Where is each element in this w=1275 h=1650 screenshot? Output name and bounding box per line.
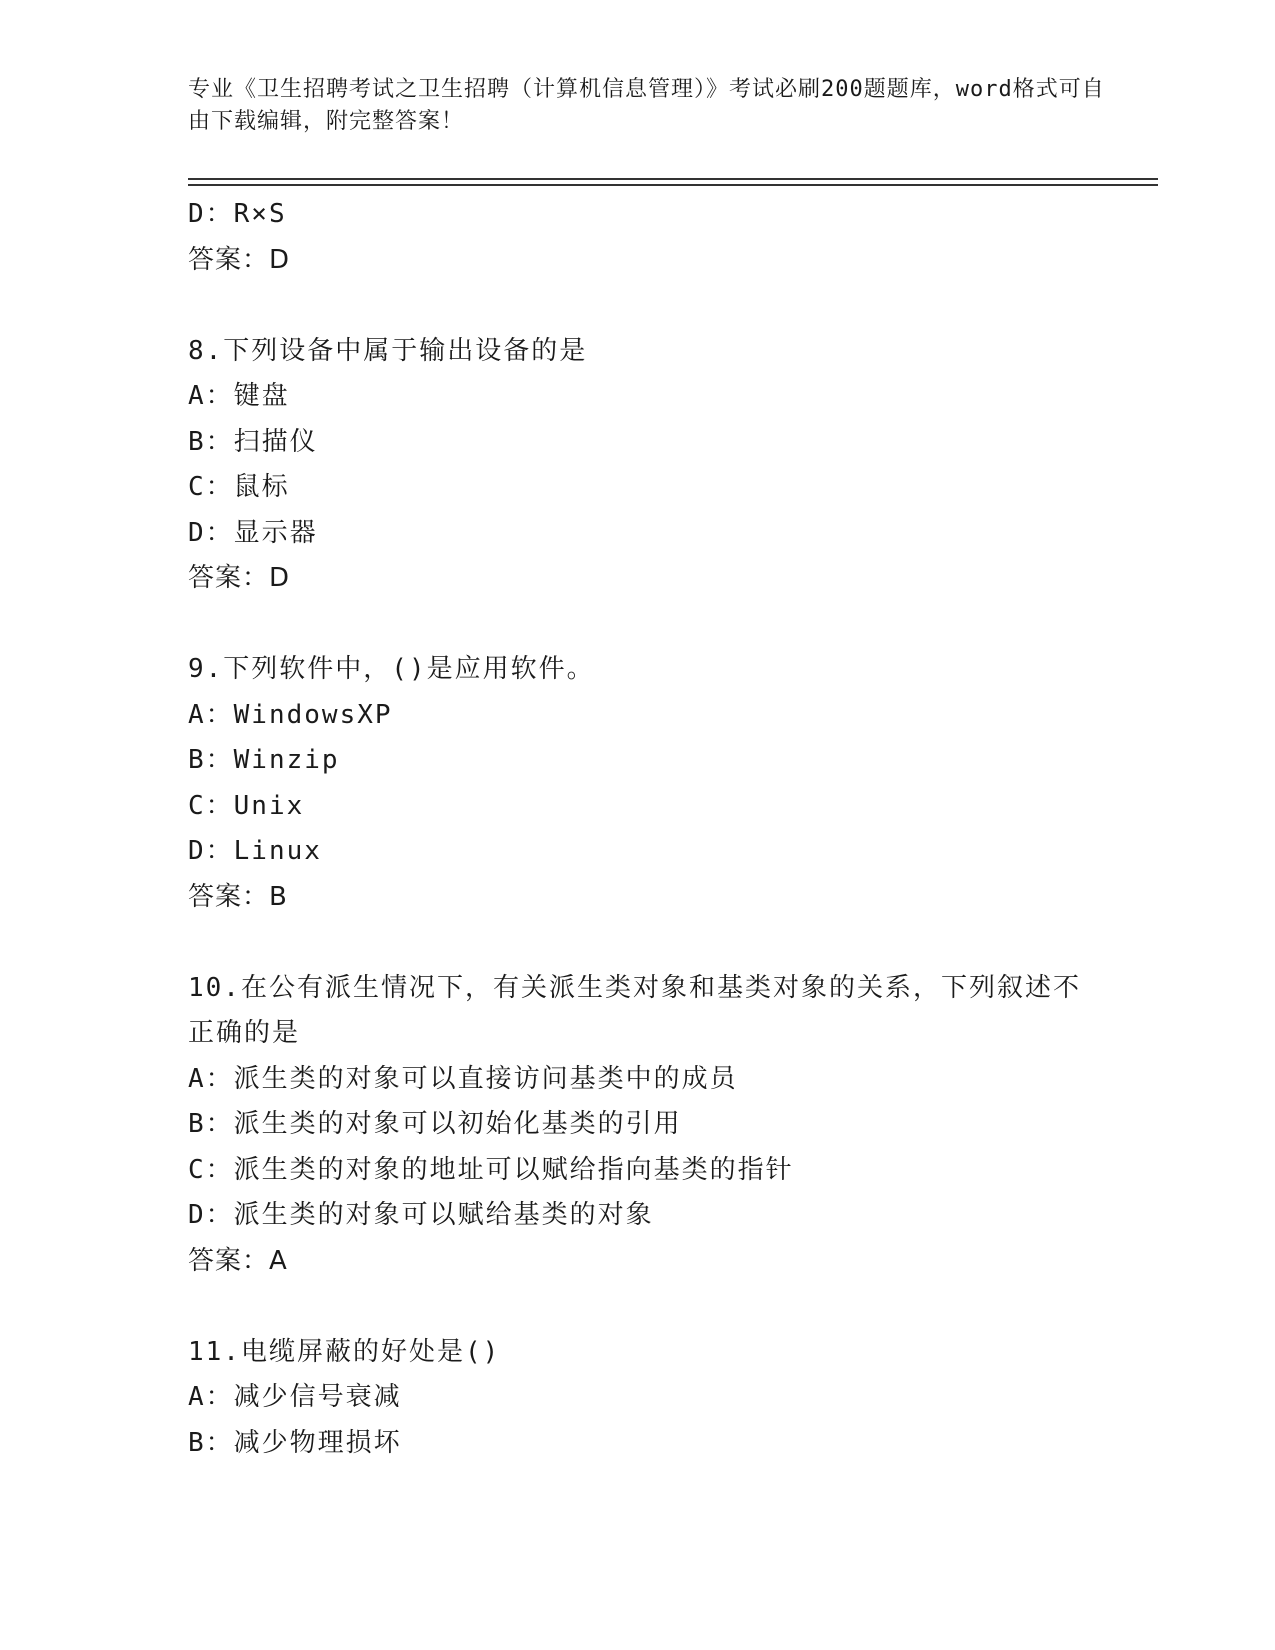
option-c: C：派生类的对象的地址可以赋给指向基类的指针 xyxy=(188,1154,794,1185)
answer-line: 答案：A xyxy=(188,1245,288,1276)
option-a: A：WindowsXP xyxy=(188,699,393,730)
document-header: 专业《卫生招聘考试之卫生招聘（计算机信息管理）》考试必刷200题题库，word格式可自由下载编辑，附完整答案！ xyxy=(188,77,1105,134)
option-d: D：显示器 xyxy=(188,517,318,548)
option-c: C：Unix xyxy=(188,790,305,821)
option-a: A：减少信号衰减 xyxy=(188,1382,402,1412)
option-b: B：派生类的对象可以初始化基类的引用 xyxy=(188,1109,682,1139)
answer-line: 答案：D xyxy=(188,244,291,275)
question-content xyxy=(188,192,1088,1466)
spacer xyxy=(188,602,1088,648)
option-d: D：R×S xyxy=(188,199,287,229)
question-stem: 9.下列软件中，()是应用软件。 xyxy=(188,654,595,684)
spacer xyxy=(188,1284,1088,1330)
answer-line: 答案：B xyxy=(188,881,288,912)
option-b: B：减少物理损坏 xyxy=(188,1427,402,1458)
spacer xyxy=(188,920,1088,966)
question-stem: 10.在公有派生情况下，有关派生类对象和基类对象的关系，下列叙述不正确的是 xyxy=(188,972,1081,1048)
option-d: D：派生类的对象可以赋给基类的对象 xyxy=(188,1200,654,1230)
spacer xyxy=(188,283,1088,329)
option-d: D：Linux xyxy=(188,836,322,866)
header-rule-top xyxy=(188,178,1158,180)
option-b: B：Winzip xyxy=(188,745,340,775)
question-stem: 8.下列设备中属于输出设备的是 xyxy=(188,335,588,366)
question-stem: 11.电缆屏蔽的好处是() xyxy=(188,1336,501,1367)
answer-line: 答案：D xyxy=(188,563,291,593)
header-rule-bottom xyxy=(188,184,1158,186)
option-c: C：鼠标 xyxy=(188,472,290,502)
option-a: A：键盘 xyxy=(188,381,290,411)
option-b: B：扫描仪 xyxy=(188,426,318,457)
option-a: A：派生类的对象可以直接访问基类中的成员 xyxy=(188,1063,738,1094)
